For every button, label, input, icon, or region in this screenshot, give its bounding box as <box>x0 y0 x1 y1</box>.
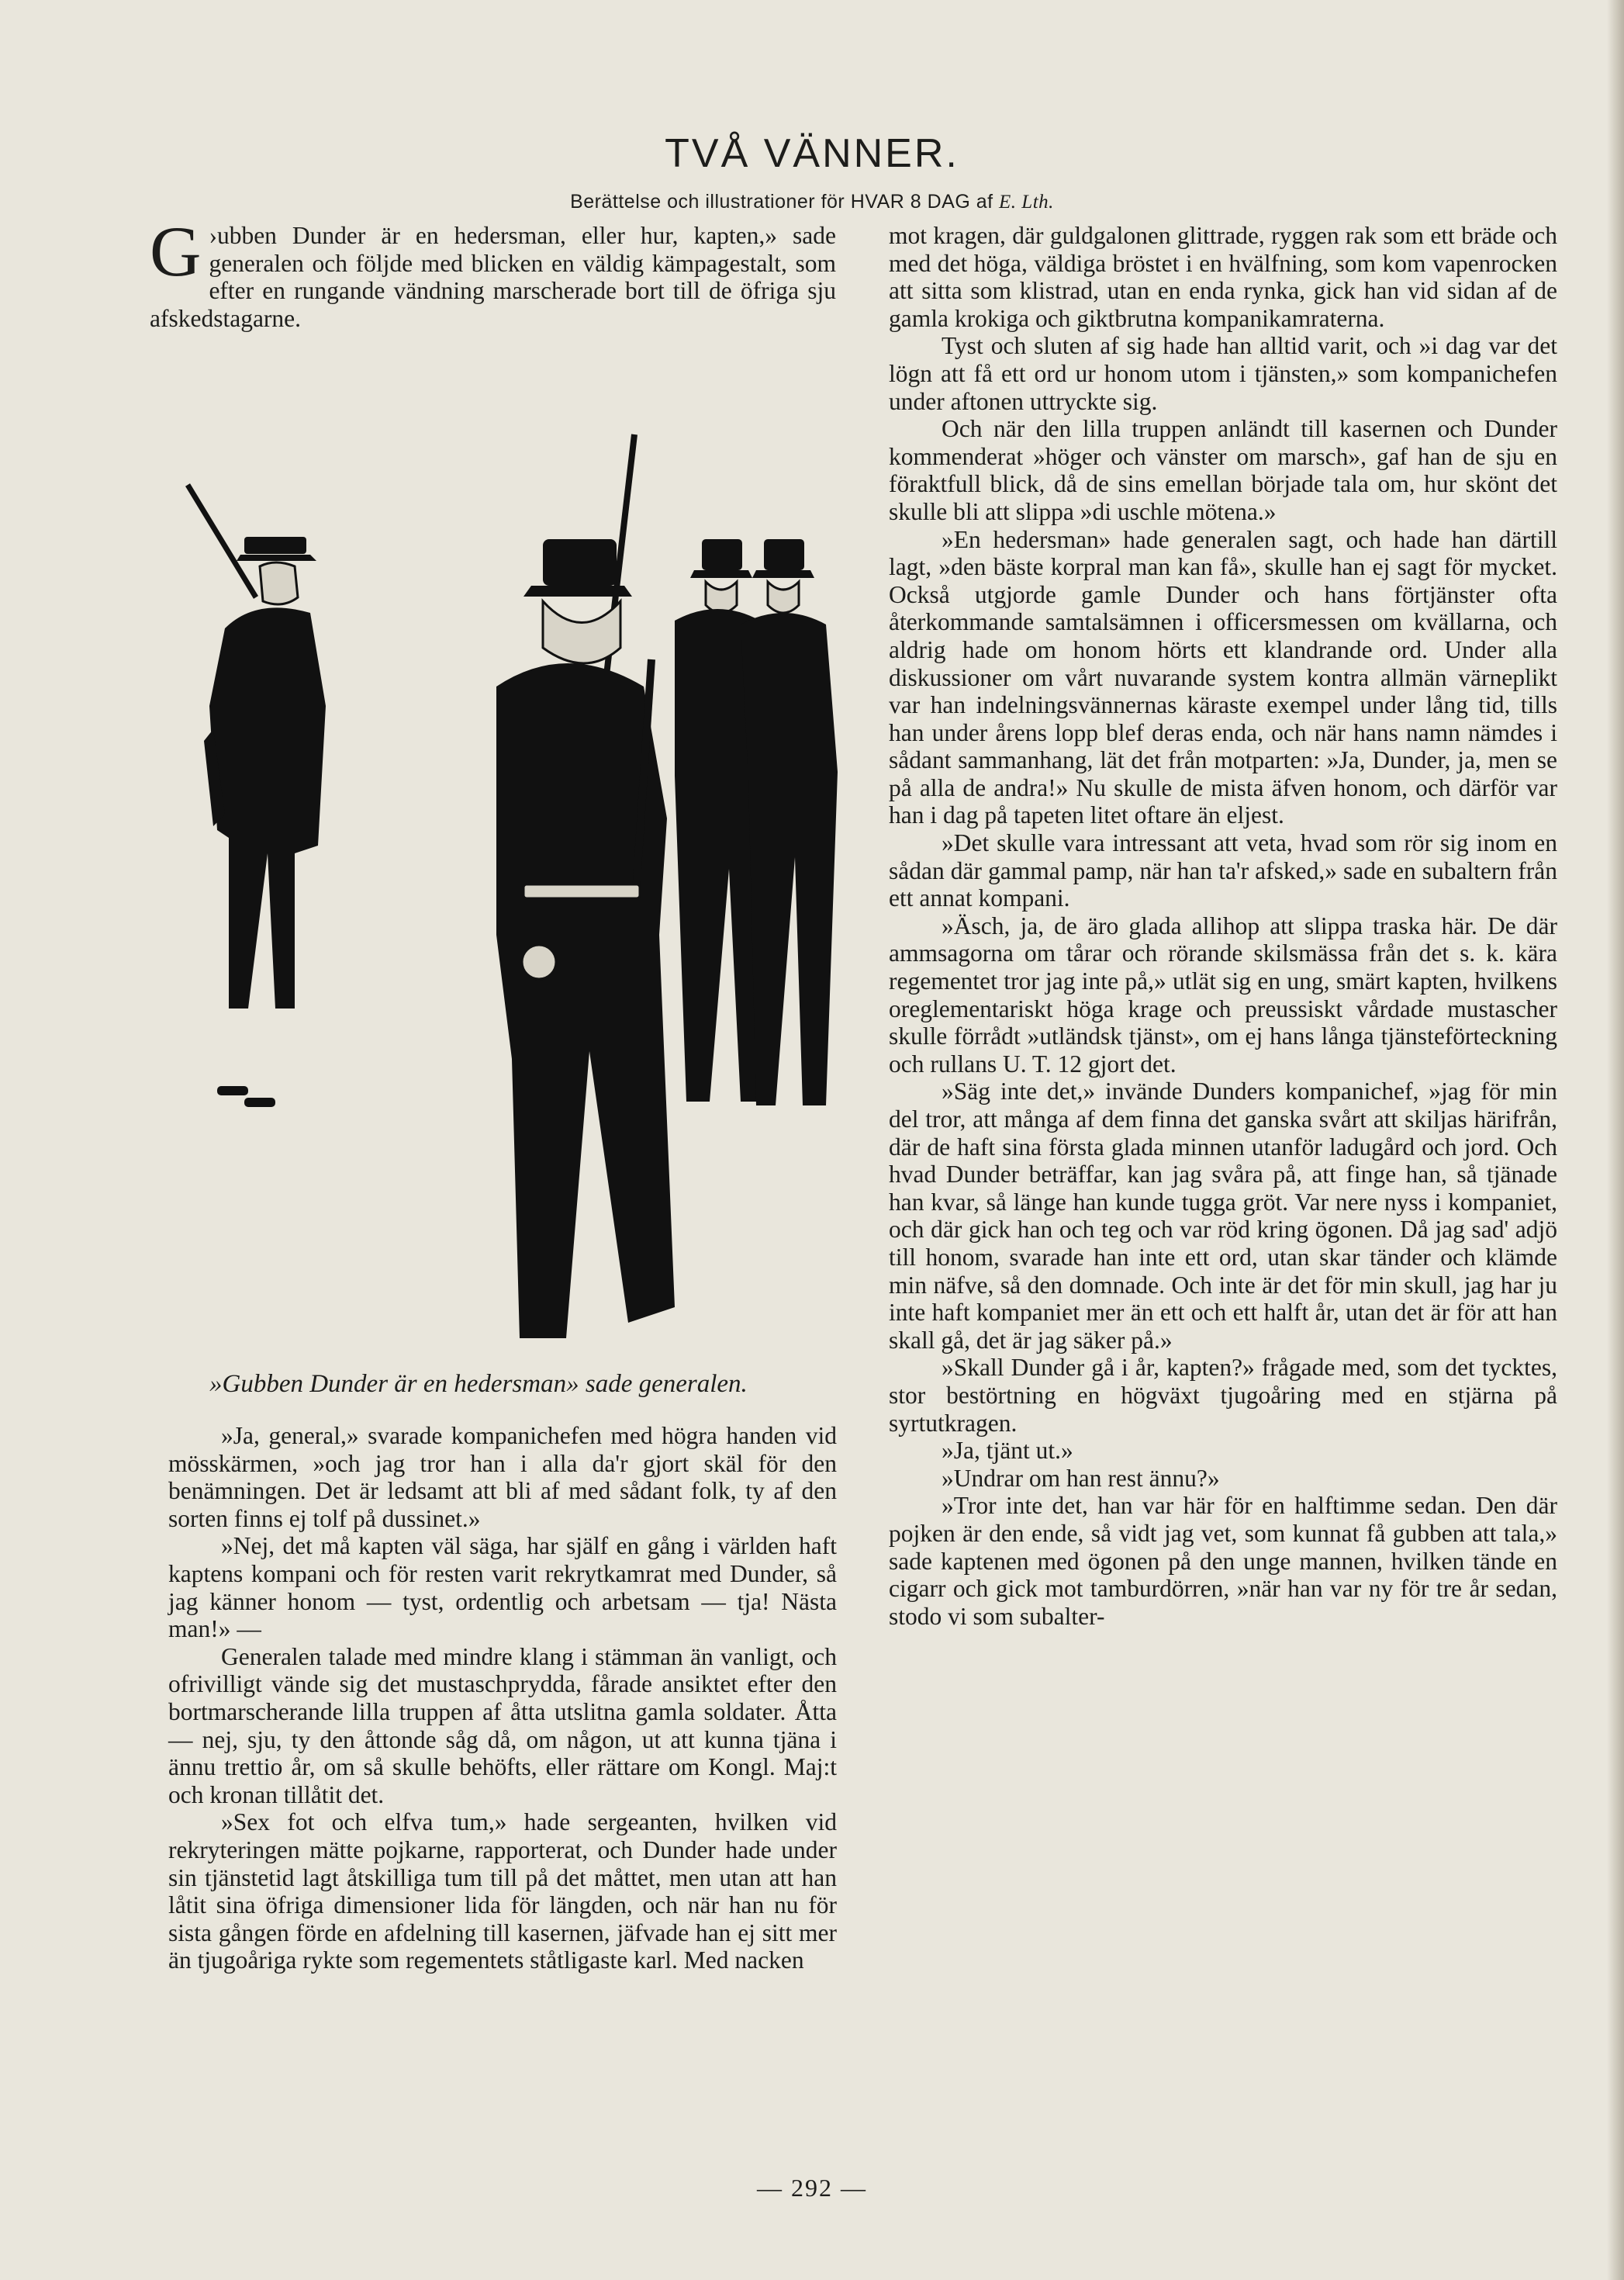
article-title: TVÅ VÄNNER. <box>665 131 959 176</box>
paragraph: Och när den lilla truppen anländt till kasernen och Dunder kommenderat »höger och vänster om marsch», gaf han de sju en föraktfull blick, då de sins emellan började tala om, hur skönt det skulle bli att slippa »di uschle mötena.» <box>889 415 1557 525</box>
soldiers-illustration <box>171 419 907 1361</box>
left-column-top <box>150 212 836 332</box>
byline-text: Berättelse och illustrationer för HVAR 8 DAG af <box>570 191 1000 213</box>
paragraph: »Säg inte det,» invände Dunders kompanichef, »jag för min del tror, att många af dem finna det ganska svårt att skiljas härifrån, där de haft sina första glada minnen utanför ladugård och jord. Och hvad Dunder beträffar, kan jag svåra på, att finge han, så tjänade han kvar, så länge han kunde tugga gröt. Var nere nyss i kompaniet, och där gick han och teg och var röd kring ögonen. Då jag sad' adjö till honom, svarade han inte ett ord, utan skar tänder och klämde min näfve, så den domnade. Och inte är det för min skull, jag har ju inte haft kompaniet mer än ett och ett halft år, utan det är för att han skall gå, det är jag säker på.» <box>889 1078 1557 1354</box>
paragraph: »Tror inte det, han var här för en halftimme sedan. Den där pojken är den ende, så vidt jag vet, som kunnat få gubben att tala,» sade kaptenen med ögonen på den unge mannen, hvilken tände en cigarr och gick mot tamburdörren, »när han var ny för tre år sedan, stodo vi som subalter- <box>889 1492 1557 1630</box>
paragraph: »Sex fot och elfva tum,» hade sergeanten, hvilken vid rekryteringen mätte pojkarne, rapporterat, och Dunder hade under sin tjänstetid lagt åtskilliga tum till på det måttet, men utan att han låtit sina öfriga dimensioner lida för längden, och när han nu för sista gången förde en afdelning till kasernen, jäfvade han ej sitt mer än tjugoåriga rykte som regementets ståtligaste karl. Med nacken <box>168 1808 837 1974</box>
opening-text: ubben Dunder är en hedersman, eller hur, kapten,» sade generalen och följde med blicken en väldig kämpagestalt, som efter en rungande vändning marscherade bort till de öfriga sju afskedstagarne. <box>150 222 836 332</box>
left-soldier-figure <box>188 485 326 1107</box>
paragraph: Tyst och sluten af sig hade han alltid varit, och »i dag var det lögn att få ett ord ur honom utom i tjänsten,» som kompanichefen under aftonen uttryckte sig. <box>889 332 1557 415</box>
paragraph: »Undrar om han rest ännu?» <box>942 1464 1220 1492</box>
paragraph: »Nej, det må kapten väl säga, har själf en gång i världen haft kaptens kompani och för resten varit rekrytkamrat med Dunder, så jag känner honom — tyst, ordentlig och arbetsam — tja! Nästa man!» — <box>168 1532 837 1643</box>
right-column <box>889 222 1557 1630</box>
byline-author: E. Lth. <box>999 192 1054 213</box>
illustration-caption: »Gubben Dunder är en hedersman» sade generalen. <box>209 1370 748 1398</box>
paragraph: »Det skulle vara intressant att veta, hvad som rör sig inom en sådan där gammal pamp, när han ta'r afsked,» sade en subaltern från ett annat kompani. <box>889 829 1557 912</box>
page-number: — 292 — <box>757 2174 867 2202</box>
paragraph: »Skall Dunder gå i år, kapten?» frågade med, som det tycktes, stor bestörtning en högväxt tjugoåring med en stjärna på syrtutkragen. <box>889 1354 1557 1437</box>
page-spine-shadow <box>1607 0 1624 2280</box>
opening-paragraph <box>150 212 836 332</box>
paragraph: »Äsch, ja, de äro glada allihop att slippa traska här. De där ammsagorna om tårar och rörande skilsmässa från det s. k. kära regementet tror jag inte på,» utlät sig en ung, smärt kapten, hvilkens oreglementariskt höga krage och preussiskt vårdade mustascher skulle förrådt »utländsk tjänst», om ej hans långa tjänsteförteckning och rullans U. T. 12 gjort det. <box>889 912 1557 1078</box>
left-column-bottom <box>168 1422 837 1974</box>
drop-cap: G <box>150 212 202 291</box>
paragraph: Generalen talade med mindre klang i stämman än vanligt, och ofrivilligt vände sig det mustaschprydda, fårade ansiktet efter den bortmarscherande lilla truppen af åtta utslitna gamla soldater. Åtta — nej, sju, ty den åttonde såg då, om någon, ut att kunna tjäna i ännu trettio år, om så skulle behöfts, eller rättare om Kongl. Maj:t och kronan tillåtit det. <box>168 1642 837 1808</box>
paragraph: »Ja, tjänt ut.» <box>942 1437 1073 1465</box>
foreground-soldier-figure <box>496 539 675 1338</box>
paragraph: »Ja, general,» svarade kompanichefen med högra handen vid mösskärmen, »och jag tror han i alla da'r gjort skäl för den benämningen. Det är ledsamt att bli af med sådant folk, ty af den sorten finns ej tolf på dussinet.» <box>168 1422 837 1532</box>
opening-quote-mark: › <box>209 222 217 249</box>
paragraph: »En hedersman» hade generalen sagt, och hade han därtill lagt, »den bäste korpral man kan få», skulle han ej sagt för mycket. Också utgjorde gamle Dunder och hans förtjänster ofta återkommande samtalsämnen i officersmessen om kvällarna, och aldrig hade om honom hörts ett klandrande ord. Under alla diskussioner om vårt nuvarande system kontra allmän värneplikt var han indelningsvännernas käraste exempel under lång tid, tills han under årens lopp blef deras enda, och när hans namn nämdes i sådant sammanhang, lät det från motparten: »Ja, Dunder, ja, men se på alla de andra!» Nu skulle de mista äfven honom, och därför var han i dag på tapeten litet oftare än eljest. <box>889 525 1557 829</box>
article-byline <box>0 191 1624 213</box>
paragraph: mot kragen, där guldgalonen glittrade, ryggen rak som ett bräde och med det höga, väldiga bröstet i en hvälfning, som kom vapenrocken att sitta som klistrad, utan en enda rynka, gick han vid sidan af de gamla krokiga och giktbrutna kompanikamraterna. <box>889 222 1557 332</box>
